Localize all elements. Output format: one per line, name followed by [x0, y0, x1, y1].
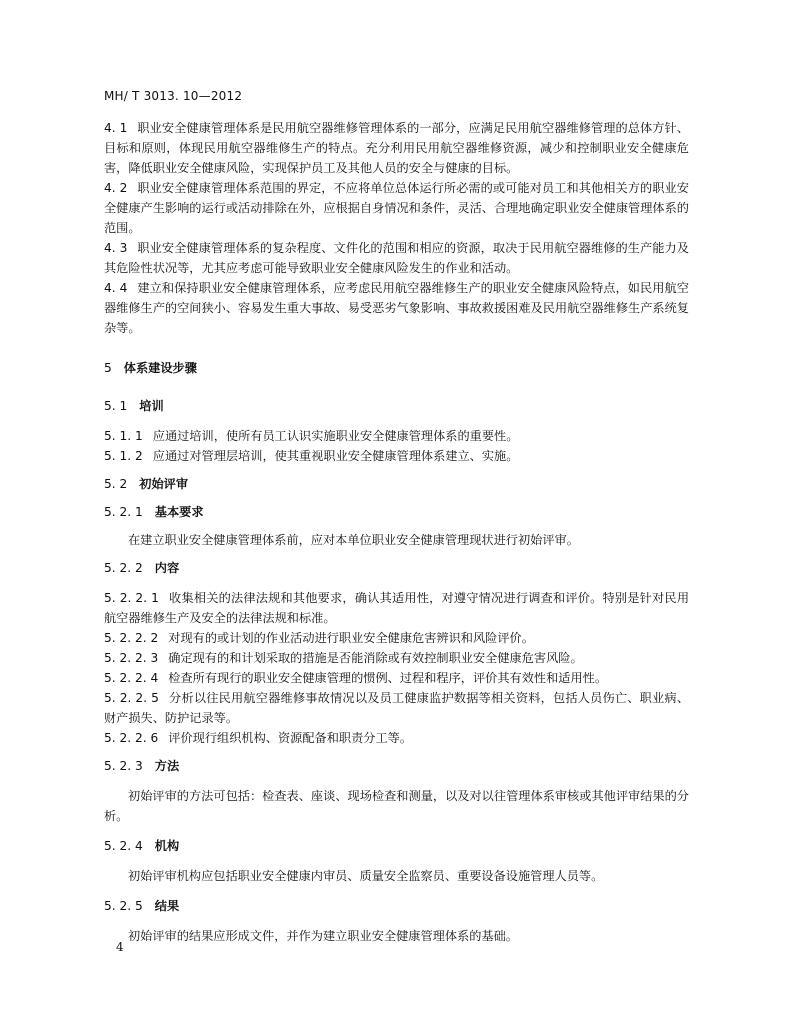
- heading-number: 5. 2: [104, 477, 128, 491]
- clause-text: 对现有的或计划的作业活动进行职业安全健康危害辨识和风险评价。: [168, 631, 534, 645]
- paragraph-5-2-4: 初始评审机构应包括职业安全健康内审员、质量安全监察员、重要设备设施管理人员等。: [128, 869, 604, 883]
- clause-4-4: [104, 278, 689, 338]
- clause-text: 职业安全健康管理体系是民用航空器维修管理体系的一部分，应满足民用航空器维修管理的总体方针、目标和原则，体现民用航空器维修生产的特点。充分利用民用航空器维修资源，减少和控制职业安全健康危害，降低职业安全健康风险，实现保护员工及其他人员的安全与健康的目标。: [104, 121, 689, 175]
- heading-number: 5. 1: [104, 399, 128, 413]
- clause-text: 应通过培训，使所有员工认识实施职业安全健康管理体系的重要性。: [152, 429, 519, 443]
- clause-number: 5. 2. 2. 6: [104, 731, 159, 745]
- clause-5-1-2: [104, 446, 689, 466]
- heading-number: 5. 2. 1: [104, 505, 143, 519]
- clause-5-2-2-4: [104, 668, 689, 688]
- heading-title: 培训: [139, 399, 164, 413]
- page-number: 4: [116, 940, 124, 954]
- heading-number: 5. 2. 2: [104, 561, 143, 575]
- clause-number: 5. 2. 2. 1: [104, 591, 159, 605]
- clause-number: 5. 2. 2. 2: [104, 631, 159, 645]
- clause-text: 建立和保持职业安全健康管理体系，应考虑民用航空器维修生产的职业安全健康风险特点，如民用航空器维修生产的空间狭小、容易发生重大事故、易受恶劣气象影响、事故救援困难及民用航空器维修生产系统复杂等。: [104, 281, 689, 335]
- heading-title: 结果: [154, 899, 180, 913]
- heading-5-2-2: [104, 558, 689, 578]
- clause-number: 5. 2. 2. 4: [104, 671, 159, 685]
- clause-number: 4. 1: [104, 121, 128, 135]
- clause-text: 职业安全健康管理体系范围的界定，不应将单位总体运行所必需的或可能对员工和其他相关方的职业安全健康产生影响的运行或活动排除在外，应根据自身情况和条件，灵活、合理地确定职业安全健康管理体系的范围。: [104, 181, 689, 235]
- heading-title: 体系建设步骤: [123, 361, 197, 375]
- clause-5-2-2-1: [104, 588, 689, 628]
- section-4: [104, 118, 689, 338]
- clause-5-1-1: [104, 426, 689, 446]
- heading-number: 5. 2. 4: [104, 839, 143, 853]
- clause-text: 确定现有的和计划采取的措施是否能消除或有效控制职业安全健康危害风险。: [168, 651, 583, 665]
- clause-5-2-2-2: [104, 628, 689, 648]
- heading-title: 方法: [154, 759, 180, 773]
- clause-number: 4. 2: [104, 181, 128, 195]
- clause-text: 评价现行组织机构、资源配备和职责分工等。: [168, 731, 413, 745]
- clause-number: 5. 1. 1: [104, 429, 143, 443]
- heading-section-5: [104, 358, 689, 378]
- clause-5-2-2-6: [104, 728, 689, 748]
- heading-title: 内容: [154, 561, 180, 575]
- clause-text: 应通过对管理层培训，使其重视职业安全健康管理体系建立、实施。: [152, 449, 519, 463]
- clause-text: 职业安全健康管理体系的复杂程度、文件化的范围和相应的资源，取决于民用航空器维修的生产能力及其危险性状况等，尤其应考虑可能导致职业安全健康风险发生的作业和活动。: [104, 241, 689, 275]
- clause-number: 5. 2. 2. 5: [104, 691, 159, 705]
- heading-number: 5. 2. 3: [104, 759, 143, 773]
- heading-5-2-5: [104, 896, 689, 916]
- heading-5-2-3: [104, 756, 689, 776]
- heading-title: 初始评审: [139, 477, 189, 491]
- clause-number: 4. 4: [104, 281, 128, 295]
- clause-number: 5. 2. 2. 3: [104, 651, 159, 665]
- clause-4-1: [104, 118, 689, 178]
- clause-number: 4. 3: [104, 241, 128, 255]
- clause-text: 收集相关的法律法规和其他要求，确认其适用性，对遵守情况进行调查和评价。特别是针对民用航空器维修生产及安全的法律法规和标准。: [104, 591, 690, 625]
- heading-number: 5. 2. 5: [104, 899, 143, 913]
- clause-text: 检查所有现行的职业安全健康管理的惯例、过程和程序，评价其有效性和适用性。: [168, 671, 608, 685]
- heading-5-1: [104, 396, 689, 416]
- document-code: MH/ T 3013. 10—2012: [104, 89, 243, 103]
- heading-title: 机构: [154, 839, 180, 853]
- clause-4-2: [104, 178, 689, 238]
- heading-5-2-4: [104, 836, 689, 856]
- clause-5-2-2-5: [104, 688, 689, 728]
- clause-text: 分析以往民用航空器维修事故情况以及员工健康监护数据等相关资料，包括人员伤亡、职业病、财产损失、防护记录等。: [104, 691, 690, 725]
- paragraph-5-2-1: 在建立职业安全健康管理体系前，应对本单位职业安全健康管理现状进行初始评审。: [128, 533, 579, 547]
- heading-5-2-1: [104, 502, 689, 522]
- clause-5-2-2-3: [104, 648, 689, 668]
- page-body: [104, 118, 689, 946]
- heading-number: 5: [104, 361, 112, 375]
- heading-5-2: [104, 474, 689, 494]
- clause-number: 5. 1. 2: [104, 449, 143, 463]
- heading-title: 基本要求: [154, 505, 204, 519]
- paragraph-5-2-5: 初始评审的结果应形成文件，并作为建立职业安全健康管理体系的基础。: [128, 929, 518, 943]
- clause-4-3: [104, 238, 689, 278]
- paragraph-5-2-3: 初始评审的方法可包括：检查表、座谈、现场检查和测量，以及对以往管理体系审核或其他评审结果的分析。: [104, 789, 689, 823]
